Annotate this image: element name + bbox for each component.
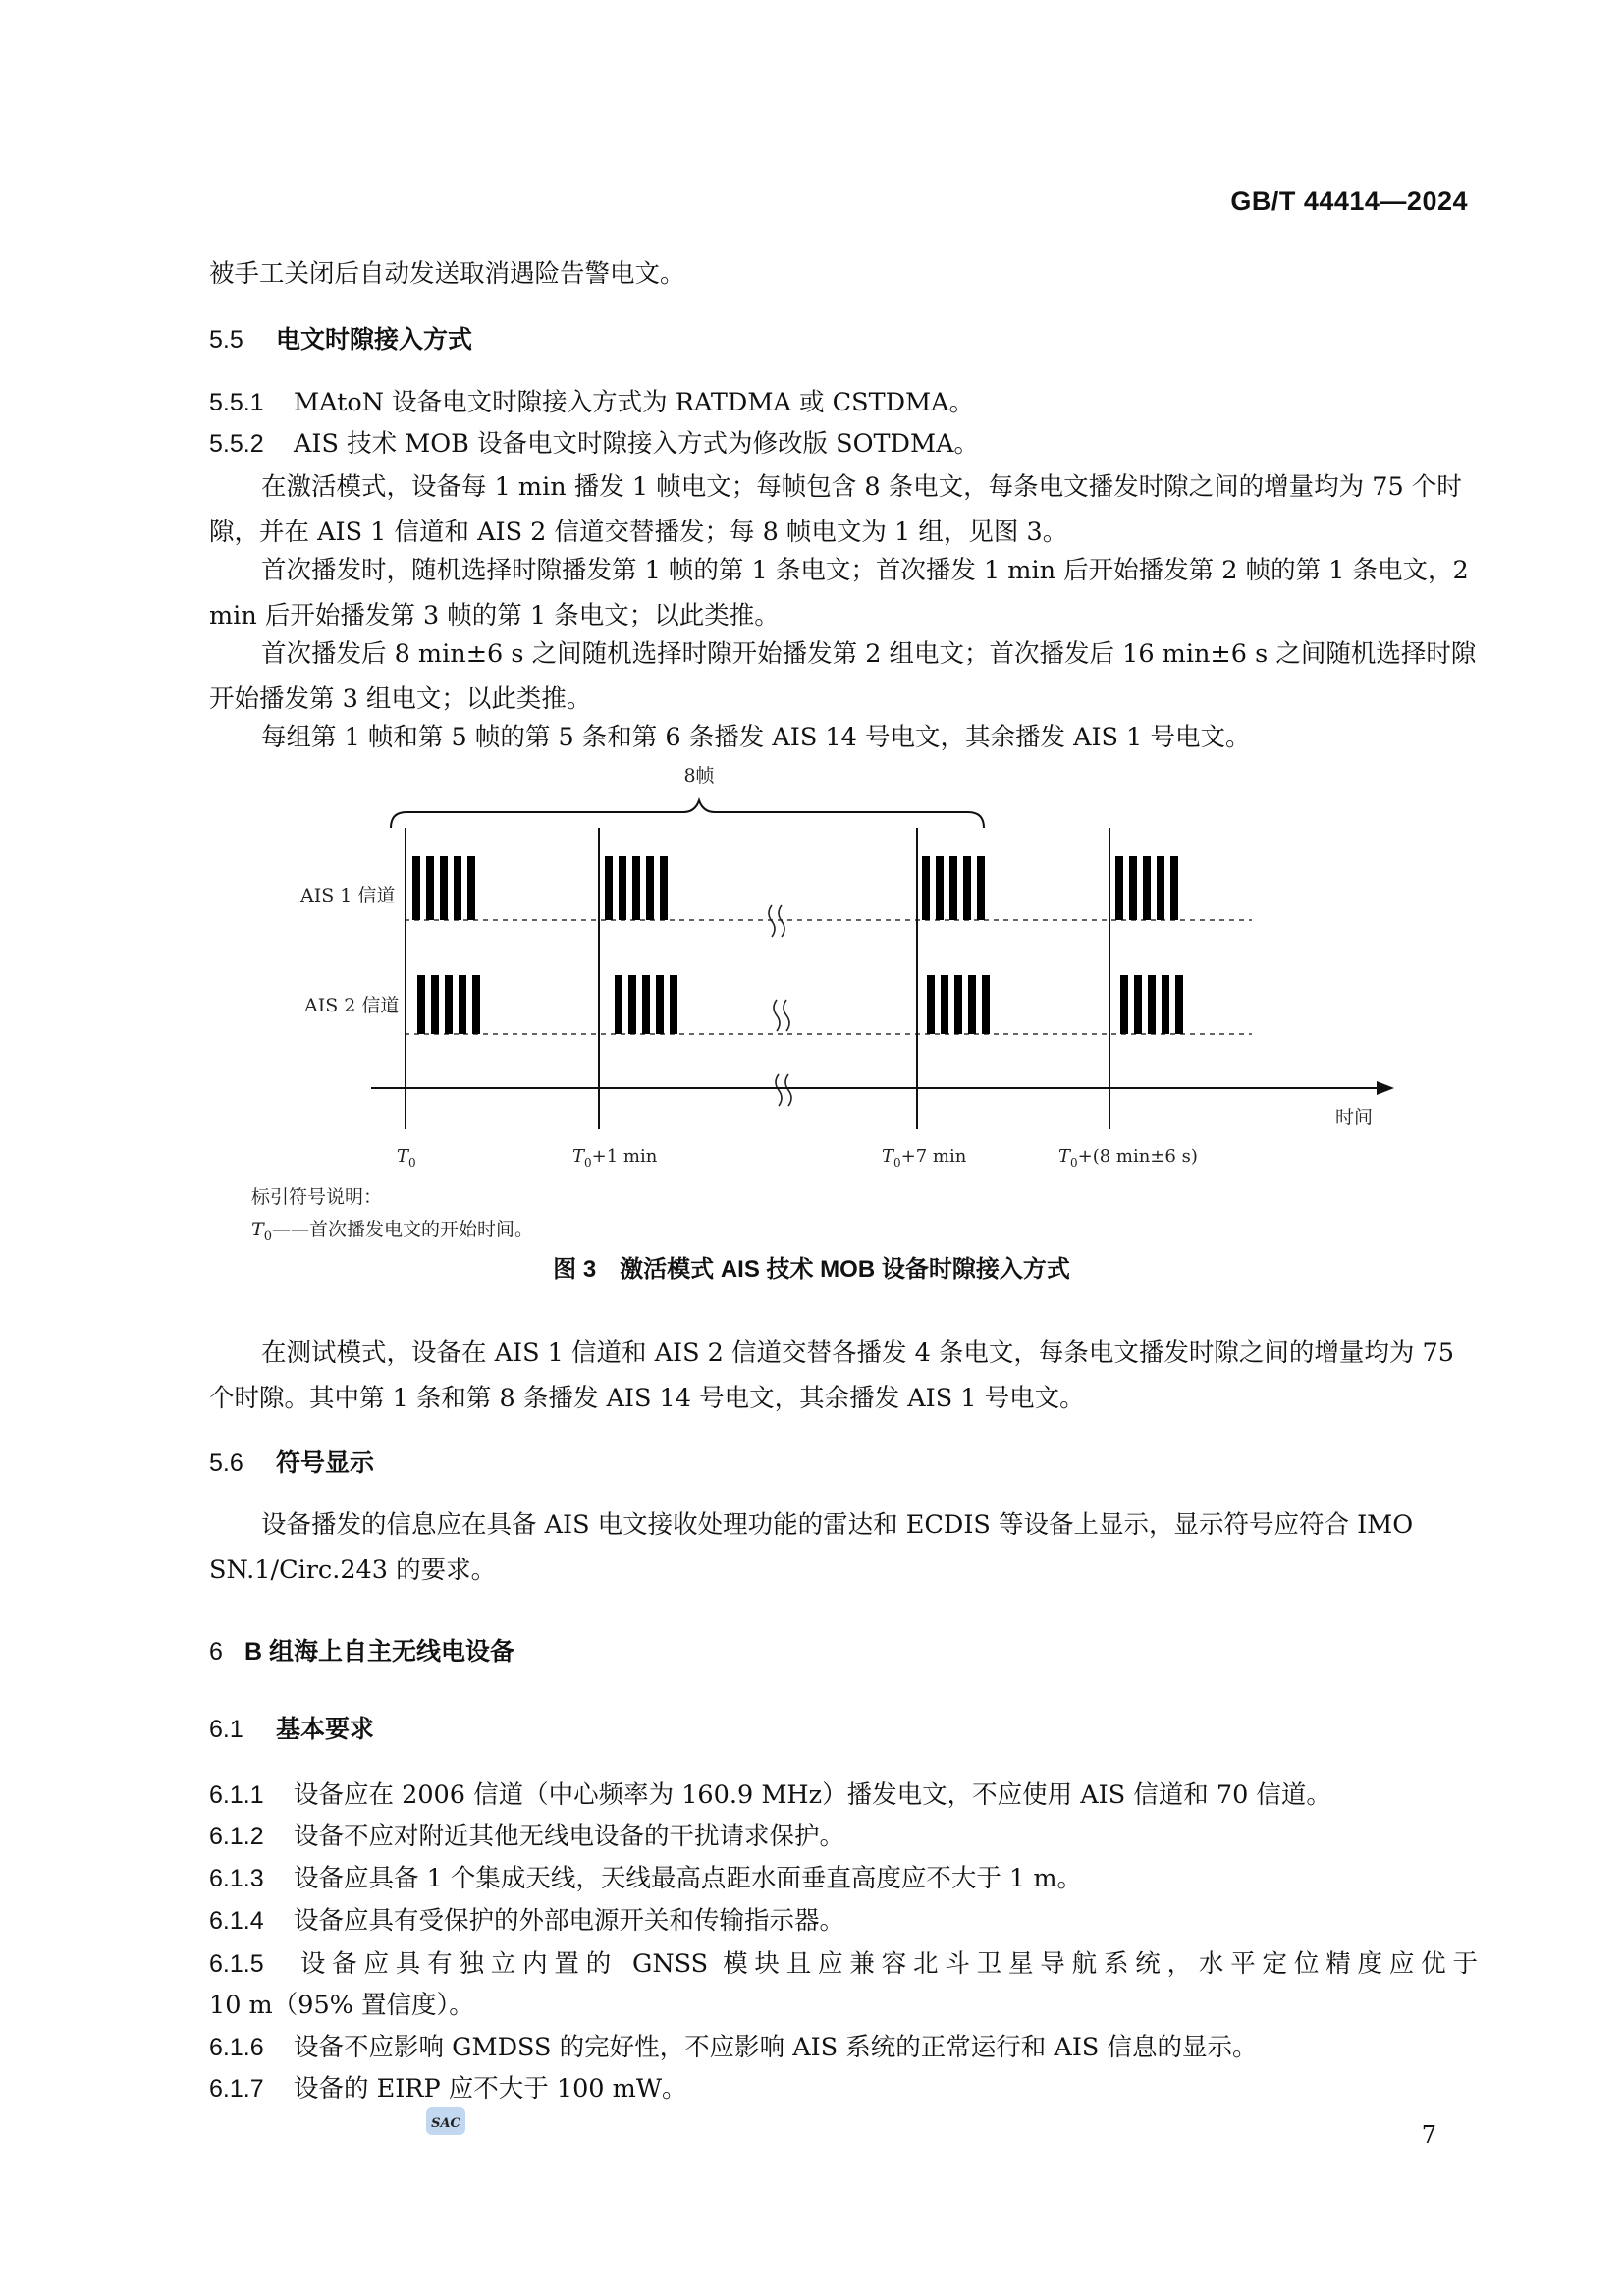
sac-watermark-logo [424, 2104, 467, 2139]
paragraph-first-broadcast: 首次播发时，随机选择时隙播发第 1 帧的第 1 条电文；首次播发 1 min 后开始播发第 2 帧的第 1 条电文，2 min 后开始播发第 3 帧的第 1 条电文；以此类推。 [209, 556, 1469, 630]
section-number: 6 [209, 1638, 223, 1666]
clause-number: 6.1.5 [209, 1950, 264, 1978]
clause-text: 设备的 EIRP 应不大于 100 mW。 [294, 2074, 687, 2104]
clause-text: MAtoN 设备电文时隙接入方式为 RATDMA 或 CSTDMA。 [294, 388, 975, 417]
clause-text: 设备应具有独立内置的 GNSS 模块且应兼容北斗卫星导航系统，水平定位精度应优于 [294, 1949, 1478, 1979]
clause-number: 6.1.4 [209, 1907, 264, 1935]
ais1-channel-label: AIS 1 信道 [300, 885, 396, 906]
clause-6-1-5-continued: 10 m（95% 置信度）。 [209, 1991, 474, 2020]
ais1-burst-frame2 [605, 856, 668, 920]
clause-number: 6.1.7 [209, 2075, 264, 2103]
clause-5-5-2 [209, 421, 1478, 466]
clause-6-1-1 [209, 1773, 1478, 1818]
ais2-channel-label: AIS 2 信道 [304, 995, 400, 1016]
brace-label: 8帧 [683, 765, 715, 787]
ais2-burst-frame8 [927, 975, 990, 1034]
clause-6-1-7 [209, 2066, 1478, 2111]
intro-paragraph: 被手工关闭后自动发送取消遇险告警电文。 [209, 259, 685, 289]
slot-access-diagram [0, 756, 1623, 1188]
paragraph-activate-mode: 在激活模式，设备每 1 min 播发 1 帧电文；每帧包含 8 条电文，每条电文播发时隙之间的增量均为 75 个时隙，并在 AIS 1 信道和 AIS 2 信道交替播发；每 8 帧电文为 1 组，见图 3。 [209, 472, 1462, 547]
clause-text: 设备应在 2006 信道（中心频率为 160.9 MHz）播发电文，不应使用 AIS 信道和 70 信道。 [294, 1780, 1331, 1810]
clause-6-1-5 [209, 1941, 1478, 1987]
legend-symbol: T [251, 1219, 264, 1240]
section-title: 电文时隙接入方式 [276, 326, 473, 354]
clause-5-5-1 [209, 380, 1478, 425]
tick-label-t0-plus-7: $T_0+7$ min [882, 1146, 967, 1170]
eight-frame-brace [391, 800, 984, 828]
ais2-burst-next-group [1120, 975, 1183, 1034]
section-heading-5-6 [209, 1444, 374, 1479]
section-title: 符号显示 [276, 1449, 375, 1477]
clause-number: 5.5.2 [209, 430, 264, 458]
figure-caption: 图 3 激活模式 AIS 技术 MOB 设备时隙接入方式 [553, 1256, 1070, 1283]
legend-subscript: 0 [263, 1229, 272, 1244]
section-title: B 组海上自主无线电设备 [244, 1638, 515, 1666]
legend-text: ——首次播发电文的开始时间。 [271, 1219, 533, 1240]
clause-text: 设备应具备 1 个集成天线，天线最高点距水面垂直高度应不大于 1 m。 [294, 1864, 1083, 1893]
axis-break-icon [769, 905, 791, 1106]
clause-number: 6.1.2 [209, 1823, 264, 1850]
clause-6-1-3 [209, 1856, 1478, 1901]
ais1-burst-next-group [1115, 856, 1178, 920]
ais1-burst-frame1 [412, 856, 475, 920]
clause-text: 设备不应对附近其他无线电设备的干扰请求保护。 [294, 1822, 845, 1851]
document-code: GB/T 44414—2024 [1230, 187, 1468, 216]
section-number: 5.6 [209, 1449, 243, 1477]
section-heading-6 [209, 1632, 514, 1667]
ais2-burst-frame1 [417, 975, 480, 1034]
time-axis-arrow-icon [1377, 1081, 1394, 1095]
clause-6-1-4 [209, 1898, 1478, 1943]
clause-text: 设备不应影响 GMDSS 的完好性，不应影响 AIS 系统的正常运行和 AIS 信息的显示。 [294, 2033, 1258, 2062]
tick-label-t0-plus-1: $T_0+1$ min [572, 1146, 658, 1170]
section-heading-6-1 [209, 1710, 374, 1745]
section-number: 6.1 [209, 1716, 243, 1743]
paragraph-symbol-display: 设备播发的信息应在具备 AIS 电文接收处理功能的雷达和 ECDIS 等设备上显示，显示符号应符合 IMO SN.1/Circ.243 的要求。 [209, 1510, 1414, 1585]
paragraph-test-mode: 在测试模式，设备在 AIS 1 信道和 AIS 2 信道交替各播发 4 条电文，每条电文播发时隙之间的增量均为 75 个时隙。其中第 1 条和第 8 条播发 AIS 14 号电文，其余播发 AIS 1 号电文。 [209, 1339, 1454, 1413]
paragraph-after-broadcast: 首次播发后 8 min±6 s 之间随机选择时隙开始播发第 2 组电文；首次播发后 16 min±6 s 之间随机选择时隙开始播发第 3 组电文；以此类推。 [209, 639, 1477, 714]
ais2-burst-frame2 [615, 975, 677, 1034]
clause-6-1-6 [209, 2025, 1478, 2070]
tick-label-t0-plus-8: $T_0+(8$ min±6 s) [1058, 1146, 1198, 1170]
clause-number: 6.1.3 [209, 1865, 264, 1892]
clause-6-1-2 [209, 1814, 1478, 1859]
section-heading-5-5 [209, 320, 472, 355]
ais1-burst-frame8 [922, 856, 985, 920]
section-number: 5.5 [209, 326, 243, 354]
time-axis-label: 时间 [1335, 1107, 1374, 1128]
clause-text: AIS 技术 MOB 设备电文时隙接入方式为修改版 SOTDMA。 [294, 429, 979, 459]
clause-number: 6.1.1 [209, 1781, 264, 1809]
legend-entry [251, 1214, 533, 1253]
svg-text:SAC: SAC [431, 2116, 460, 2131]
clause-number: 5.5.1 [209, 389, 264, 416]
clause-text: 设备应具有受保护的外部电源开关和传输指示器。 [294, 1906, 845, 1936]
legend-title: 标引符号说明： [251, 1186, 383, 1208]
tick-label-t0: $T_0$ [397, 1146, 416, 1170]
clause-number: 6.1.6 [209, 2034, 264, 2061]
section-title: 基本要求 [276, 1716, 375, 1743]
paragraph-group-messages: 每组第 1 帧和第 5 帧的第 5 条和第 6 条播发 AIS 14 号电文，其余播发 AIS 1 号电文。 [261, 723, 1251, 752]
page-number: 7 [1421, 2121, 1436, 2149]
